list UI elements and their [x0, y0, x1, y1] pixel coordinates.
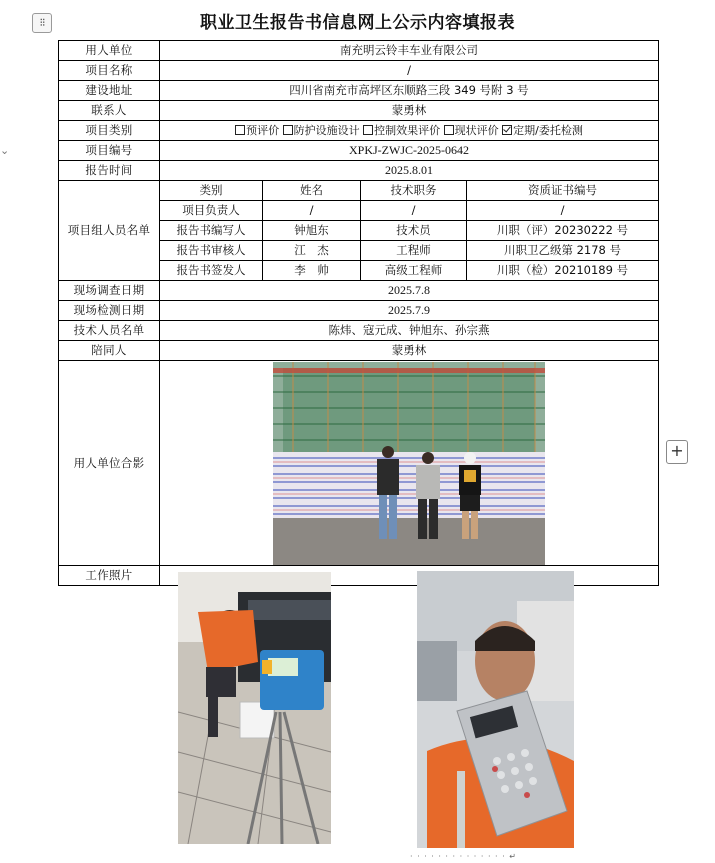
collapse-marker-icon[interactable]: ⌄ — [0, 144, 10, 157]
project-no-value[interactable]: XPKJ-ZWJC-2025-0642 — [160, 141, 659, 161]
employer-label: 用人单位 — [59, 41, 160, 61]
work-photo-2-image — [417, 571, 574, 848]
work-photos-label: 工作照片 — [59, 566, 160, 586]
address-value[interactable]: 四川省南充市高坪区东顺路三段 349 号附 3 号 — [160, 81, 659, 101]
work-photo-2[interactable] — [417, 571, 574, 848]
table-row — [59, 121, 659, 141]
members-header-category: 类别 — [160, 181, 263, 201]
option-pre-eval[interactable]: 预评价 — [235, 124, 279, 137]
members-header-name: 姓名 — [263, 181, 361, 201]
member-cert[interactable]: / — [467, 201, 659, 221]
table-row — [59, 101, 659, 121]
report-date-label: 报告时间 — [59, 161, 160, 181]
members-label: 项目组人员名单 — [59, 181, 160, 281]
option-status-eval[interactable]: 现状评价 — [444, 124, 499, 137]
member-name[interactable]: 李 帅 — [263, 261, 361, 281]
contact-label: 联系人 — [59, 101, 160, 121]
project-no-label: 项目编号 — [59, 141, 160, 161]
group-photo-image — [273, 362, 545, 565]
project-type-options — [160, 121, 659, 141]
test-date-value[interactable]: 2025.7.9 — [160, 301, 659, 321]
report-date-value[interactable]: 2025.8.01 — [160, 161, 659, 181]
member-title[interactable]: 工程师 — [361, 241, 467, 261]
option-periodic-test[interactable]: 定期/委托检测 — [502, 124, 583, 137]
checkbox-icon[interactable] — [444, 125, 454, 135]
group-photo[interactable] — [273, 362, 545, 565]
project-type-label: 项目类别 — [59, 121, 160, 141]
member-cert[interactable]: 川职卫乙级第 2178 号 — [467, 241, 659, 261]
accompany-label: 陪同人 — [59, 341, 160, 361]
table-row — [59, 181, 659, 201]
accompany-value[interactable]: 蒙勇林 — [160, 341, 659, 361]
employer-value[interactable]: 南充明云铃丰车业有限公司 — [160, 41, 659, 61]
member-title[interactable]: 技术员 — [361, 221, 467, 241]
checkbox-icon[interactable] — [363, 125, 373, 135]
table-row — [59, 361, 659, 566]
table-row — [59, 301, 659, 321]
checkbox-icon[interactable] — [283, 125, 293, 135]
member-role: 报告书签发人 — [160, 261, 263, 281]
checkbox-checked-icon[interactable] — [502, 125, 512, 135]
test-date-label: 现场检测日期 — [59, 301, 160, 321]
add-row-plus-icon[interactable]: + — [666, 440, 688, 464]
work-photo-1-image — [178, 572, 331, 844]
member-cert[interactable]: 川职（评）20230222 号 — [467, 221, 659, 241]
survey-date-value[interactable]: 2025.7.8 — [160, 281, 659, 301]
table-row — [59, 41, 659, 61]
project-name-label: 项目名称 — [59, 61, 160, 81]
member-role: 报告书编写人 — [160, 221, 263, 241]
paragraph-mark-icon: · · · · · · · · · · · · · · ↵ — [410, 852, 517, 861]
table-row — [59, 81, 659, 101]
checkbox-icon[interactable] — [235, 125, 245, 135]
info-table — [58, 40, 659, 586]
table-move-handle-icon[interactable]: ⁝⁝ — [32, 13, 52, 33]
table-row — [59, 61, 659, 81]
page-title: 职业卫生报告书信息网上公示内容填报表 — [200, 13, 515, 33]
table-row — [59, 321, 659, 341]
technicians-label: 技术人员名单 — [59, 321, 160, 341]
member-cert[interactable]: 川职（检）20210189 号 — [467, 261, 659, 281]
project-name-value[interactable]: / — [160, 61, 659, 81]
member-name[interactable]: 江 杰 — [263, 241, 361, 261]
member-title[interactable]: / — [361, 201, 467, 221]
table-row — [59, 161, 659, 181]
members-header-cert: 资质证书编号 — [467, 181, 659, 201]
member-role: 项目负责人 — [160, 201, 263, 221]
address-label: 建设地址 — [59, 81, 160, 101]
survey-date-label: 现场调查日期 — [59, 281, 160, 301]
member-role: 报告书审核人 — [160, 241, 263, 261]
member-title[interactable]: 高级工程师 — [361, 261, 467, 281]
members-header-title: 技术职务 — [361, 181, 467, 201]
table-row — [59, 341, 659, 361]
work-photo-1[interactable] — [178, 572, 331, 844]
member-name[interactable]: 钟旭东 — [263, 221, 361, 241]
option-control-eval[interactable]: 控制效果评价 — [363, 124, 440, 137]
contact-value[interactable]: 蒙勇林 — [160, 101, 659, 121]
table-row — [59, 141, 659, 161]
member-name[interactable]: / — [263, 201, 361, 221]
technicians-value[interactable]: 陈炜、寇元成、钟旭东、孙宗燕 — [160, 321, 659, 341]
table-row — [59, 281, 659, 301]
option-protection-design[interactable]: 防护设施设计 — [283, 124, 360, 137]
group-photo-cell — [160, 361, 659, 566]
group-photo-label: 用人单位合影 — [59, 361, 160, 566]
